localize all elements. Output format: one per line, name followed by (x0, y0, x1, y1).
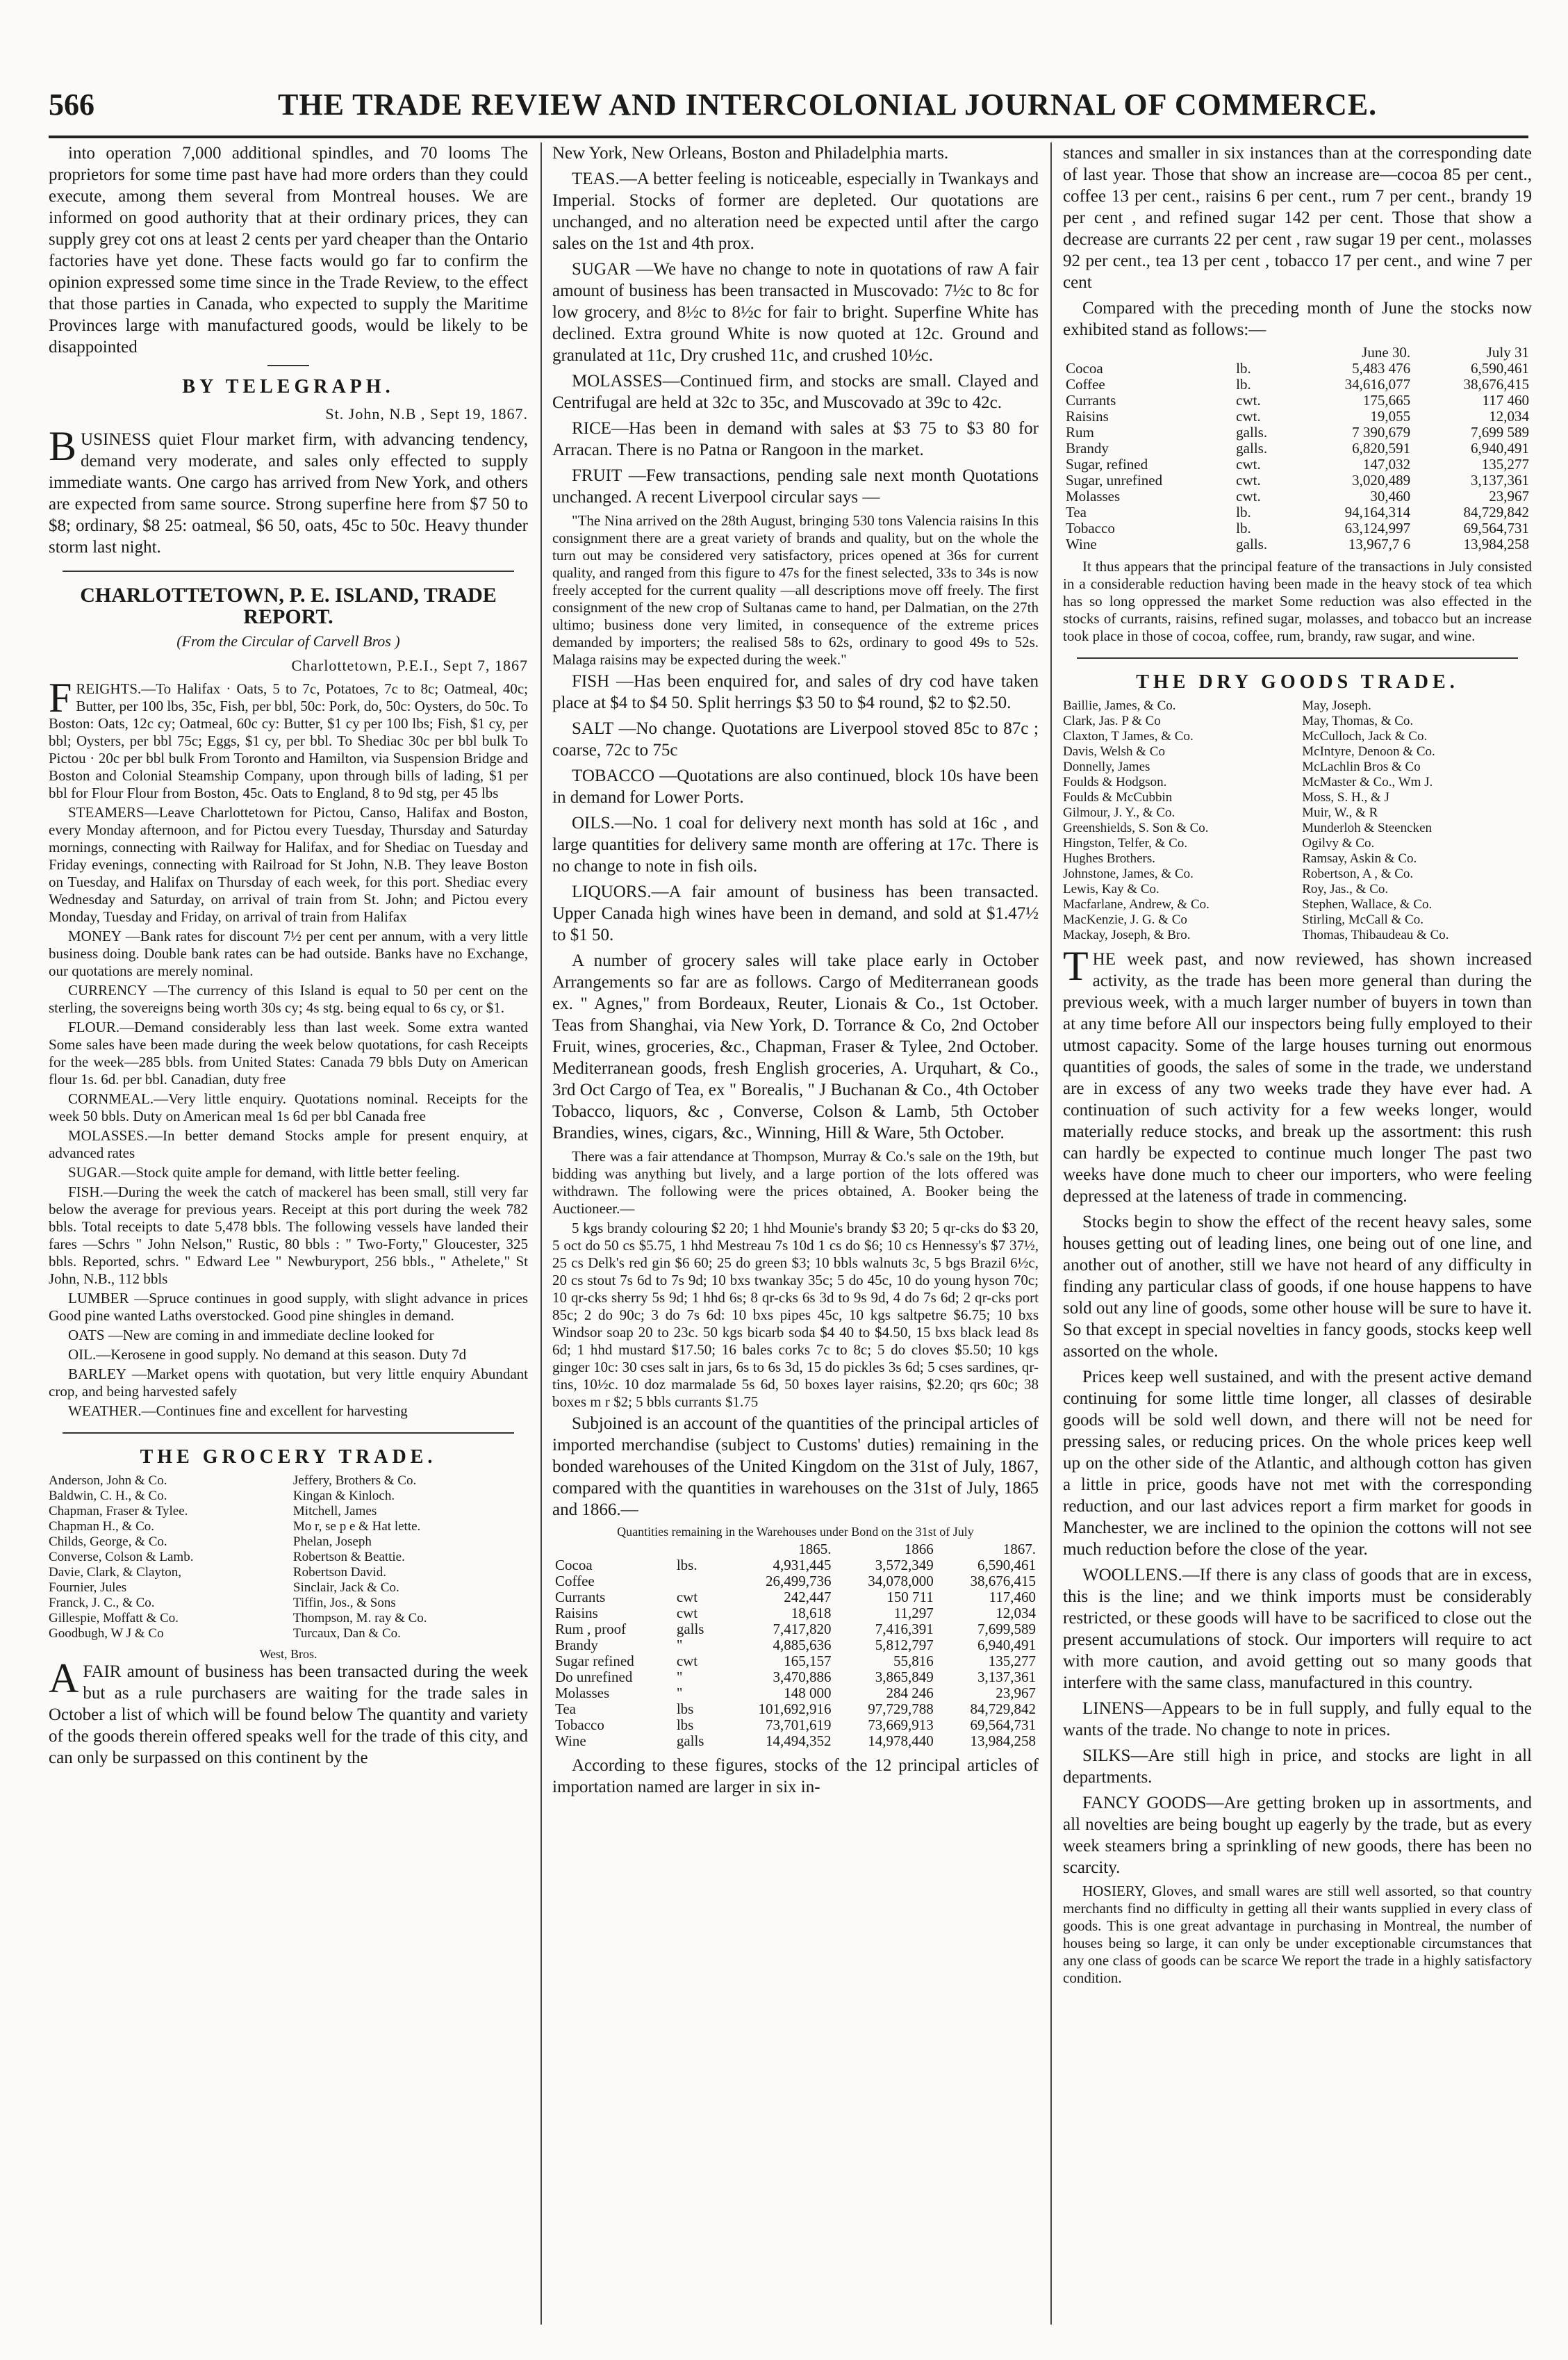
quantity-1865: 26,499,736 (766, 1573, 832, 1589)
unit: cwt. (1236, 408, 1261, 425)
column-2 (552, 142, 1039, 2325)
article-name: Raisins (1066, 408, 1109, 425)
article-name: Molasses (1066, 488, 1121, 505)
article-name: Sugar refined (555, 1653, 634, 1669)
separator (63, 1432, 514, 1434)
firm-name: Phelan, Joseph (292, 1534, 372, 1549)
quantity-1865: 4,885,636 (773, 1637, 832, 1653)
unit: galls. (1236, 440, 1268, 457)
firm-name: McIntyre, Denoon & Co. (1302, 744, 1435, 759)
article-name: Raisins (555, 1605, 598, 1621)
market-paragraph: TOBACCO —Quotations are also continued, block 10s have been in demand for Lower Ports. (552, 767, 1039, 807)
table-row (552, 1685, 1039, 1701)
firm-name: Munderloh & Steencken (1302, 821, 1433, 835)
quantity-1865: 101,692,916 (758, 1701, 832, 1717)
quantity-june: 19,055 (1370, 408, 1411, 425)
quantity-july: 7,699 589 (1471, 424, 1529, 441)
unit: cwt (676, 1653, 698, 1669)
pei-paragraph: MOLASSES.—In better demand Stocks ample for present enquiry, at advanced rates (49, 1127, 528, 1161)
table-row (1063, 441, 1532, 457)
grocery-body: AFAIR amount of business has been transacted during the week but as a rule purchasers are waiting for the trade sales in October a list of which will be found below The quantity and variety of the goods therein offered speaks well for the trade of this city, and can only be surpassed on this continent by the (49, 1655, 528, 1767)
year-header: 1865. (798, 1541, 832, 1557)
quantity-june: 5,483 476 (1352, 360, 1411, 377)
table-row (552, 1717, 1039, 1733)
quantity-1865: 3,470,886 (773, 1669, 832, 1685)
auction-paragraph: There was a fair attendance at Thompson, Murray & Co.'s sale on the 19th, but bidding was anything but lively, and a large portion of the lots offered was withdrawn. The following were the prices obtained, A. Booker being the Auctioneer.— (552, 1148, 1039, 1217)
continued-text: stances and smaller in six instances than at the corresponding date of last year. Those that show an increase are—cocoa 85 per cent., coffee 13 per cent., raisins 6 per cent., rum 7 per cent., brandy 19 per cent , and refined sugar 142 per cent. Those that show a decrease are currants 22 per cent , raw sugar 19 per cent., molasses 92 per cent., tea 13 per cent , tobacco 17 per cent., and wine 7 per cent (1063, 144, 1532, 292)
unit: lbs (676, 1701, 694, 1717)
quantity-1866: 284 246 (886, 1685, 934, 1701)
table-row (1063, 457, 1532, 473)
quantity-july: 135,277 (1481, 456, 1529, 473)
table-row (1063, 409, 1532, 425)
table-row (552, 1621, 1039, 1637)
table-row (1063, 425, 1532, 441)
firm-name: Hingston, Telfer, & Co. (1063, 836, 1188, 851)
firm-name: Anderson, John & Co. (49, 1473, 167, 1488)
table-body (1063, 361, 1532, 552)
firm-name: Claxton, T James, & Co. (1063, 729, 1194, 744)
dry-goods-paragraph: HOSIERY, Gloves, and small wares are still well assorted, so that country merchants find no difficulty in getting all their wants supplied in every class of goods. This is one great advantage in purchasing in Montreal, the number of houses being so large, it can only be under exceptionable circumstances that any one class of goods can be scarce We report the trade in a highly satisfactory condition. (1063, 1883, 1532, 1986)
quantity-june: 175,665 (1362, 392, 1411, 409)
table-row (552, 1669, 1039, 1685)
after-table-paragraph: According to these figures, stocks of the 12 principal articles of importation named are larger in six in- (552, 1756, 1039, 1796)
article-name: Coffee (1066, 376, 1105, 393)
firm-name: May, Joseph. (1302, 698, 1371, 713)
quantity-july: 38,676,415 (1463, 376, 1529, 393)
article-name: Molasses (555, 1685, 610, 1701)
quantity-june: 3,020,489 (1352, 472, 1411, 489)
firm-name: Mitchell, James (292, 1504, 377, 1518)
unit: cwt. (1236, 472, 1261, 489)
article-name: Cocoa (555, 1557, 593, 1573)
market-paragraph: MOLASSES—Continued firm, and stocks are small. Clayed and Centrifugal are held at 32c to 35c, and Muscovado at 39c to 42c. (552, 372, 1039, 412)
firm-name: Robertson David. (292, 1565, 386, 1580)
unit: cwt. (1236, 488, 1261, 505)
article-name: Rum , proof (555, 1621, 627, 1637)
firm-name: McLachlin Bros & Co (1302, 760, 1421, 774)
telegraph-heading: BY TELEGRAPH. (182, 376, 395, 398)
unit (674, 1573, 721, 1589)
table-row (552, 1557, 1039, 1573)
quantity-july: 69,564,731 (1463, 520, 1529, 536)
page-header (49, 87, 1521, 136)
quantity-1866: 11,297 (893, 1605, 934, 1621)
quantity-1867: 69,564,731 (970, 1716, 1036, 1733)
quantity-july: 117 460 (1482, 392, 1529, 409)
year-header: 1867. (1002, 1541, 1036, 1557)
quantity-june: 94,164,314 (1344, 504, 1411, 521)
firm-name: Kingan & Kinloch. (292, 1489, 395, 1503)
market-paragraph: FISH —Has been enquired for, and sales of dry cod have taken place at $4 to $4 50. Split herrings $3 50 to $4 round, $2 to $2.50. (552, 672, 1039, 712)
grocery-heading: THE GROCERY TRADE. (140, 1446, 437, 1468)
dry-goods-paragraph: WOOLLENS.—If there is any class of goods that are in excess, this is the line; and we think imports must be considerably restricted, or these goods will have to be sacrificed to close out the present accumulations of stock. Our importers will require to act with more caution, and avoid getting out so many goods that interfere with the same class, manufactured in this country. (1063, 1566, 1532, 1692)
column-3 (1063, 142, 1532, 2325)
quantity-july: 12,034 (1489, 408, 1529, 425)
pei-paragraph: CORNMEAL.—Very little enquiry. Quotations nominal. Receipts for the week 50 bbls. Duty on American meal 1s 6d per bbl Canada free (49, 1090, 528, 1124)
dry-goods-paragraph: FANCY GOODS—Are getting broken up in assortments, and all novelties are being bought up eagerly by the trade, but as every week steamers bring a sprinkling of new goods, there has been no scarcity. (1063, 1794, 1532, 1877)
table-row (552, 1573, 1039, 1589)
quantity-july: 6,940,491 (1471, 440, 1529, 457)
firm-name: Sinclair, Jack & Co. (292, 1580, 399, 1595)
dry-goods-paragraph: LINENS—Appears to be in full supply, and fully equal to the wants of the trade. No change to note in prices. (1063, 1699, 1532, 1739)
quantity-1865: 148 000 (784, 1685, 832, 1701)
quantity-1867: 3,137,361 (977, 1669, 1036, 1685)
unit: " (676, 1637, 683, 1653)
pei-paragraph: OATS —New are coming in and immediate decline looked for (68, 1327, 434, 1343)
article-name: Rum (1066, 424, 1094, 441)
market-paragraph: A number of grocery sales will take place early in October Arrangements so far are as follows. Cargo of Mediterranean goods ex. " Agnes," from Bordeaux, Reuter, Lionais & Co., 1st October. Teas from Shanghai, via New York, D. Torrance & Co, 2nd October Fruit, wines, groceries, &c., Chapman, Fraser & Tylee, 2nd October. Mediterranean goods, fresh English groceries, A. Urquhart, & Co., 3rd Oct Cargo of Tea, ex " Borealis, " J Buchanan & Co., 4th October Tobacco, liquors, &c , Converse, Colson & Lamb, 5th October Brandies, wines, cigars, &c., Winning, Hill & Ware, 5th October. (552, 951, 1039, 1142)
auction-prices: 5 kgs brandy colouring $2 20; 1 hhd Mounie's brandy $3 20; 5 qr-cks do $3 20, 5 oct do 50 cs $5.75, 1 hhd Mestreau 7s 10d 1 cs do $6; 10 cs Hennessy's $7 37½, 25 cs Delk's red gin $6 60; 25 do green $3; 10 bbls walnuts 3c, 5 bgs Brazil 6½c, 20 cs stout 7s 6d to 7s 9d; 10 bxs twankay 35c; 5 do 45c, 10 do young hyson 70c; 10 qr-cks sherry 5s 9d; 1 hhd 6s; 8 qr-cks 6s 3d to 9s 9d, 4 do 7s 6d; 2 qr-cks port 85c; 2 do 90c; 3 do 7s 6d: 10 bxs pipes 45c, 10 kgs saltpetre $6.75; 10 bxs Windsor soap 20 to 23c. 50 kgs bicarb soda $4 40 to $4.50, 15 bxs black lead 8s 6d; 1 hhd mustard $17.50; 16 bales corks 7c to 8c; 5 do cloves $5.50; 10 kgs ginger 10c: 30 cses salt in jars, 6s to 6s 3d, 15 do pickles 3s 6d; 5 cses sardines, qr-tins, 10½c. 10 doz marmalade 5s 6d, 50 boxes layer raisins, $2.20; qrs 60c; 38 boxes m r $2; 5 bbls currants $1.75 (552, 1220, 1039, 1410)
quantity-july: 13,984,258 (1463, 536, 1529, 552)
firm-name: Jeffery, Brothers & Co. (292, 1473, 417, 1488)
unit: " (676, 1685, 683, 1701)
dry-goods-heading: THE DRY GOODS TRADE. (1136, 671, 1459, 693)
firm-name: Turcaux, Dan & Co. (292, 1626, 401, 1641)
firm-name: Greenshields, S. Son & Co. (1063, 821, 1209, 835)
quantity-1865: 18,618 (791, 1605, 832, 1621)
firm-name: Johnstone, James, & Co. (1063, 867, 1194, 881)
table-row (552, 1637, 1039, 1653)
quantity-1867: 12,034 (996, 1605, 1036, 1621)
table-caption: Quantities remaining in the Warehouses under Bond on the 31st of July (617, 1525, 974, 1539)
article-name: Brandy (555, 1637, 598, 1653)
pei-dateline: Charlottetown, P.E.I., Sept 7, 1867 (291, 657, 528, 674)
quantity-1867: 13,984,258 (970, 1732, 1036, 1749)
firm-name: Tiffin, Jos., & Sons (292, 1596, 396, 1610)
month-header: July 31 (1486, 344, 1529, 361)
market-paragraph: SUGAR —We have no change to note in quotations of raw A fair amount of business has been transacted in Muscovado: 7½c to 8c for low grocery, and 8½c to 8½c for fair to bright. Superfine White has declined. Extra ground White is now quoted at 12c. Ground and granulated at 11c, Dry crushed 11c, and crushed 10½c. (552, 260, 1039, 365)
quantity-1866: 97,729,788 (868, 1701, 934, 1717)
quantity-1866: 34,078,000 (868, 1573, 934, 1589)
article-name: Wine (555, 1732, 586, 1749)
quantity-1865: 4,931,445 (773, 1557, 832, 1573)
firm-name: Macfarlane, Andrew, & Co. (1063, 897, 1210, 912)
unit: galls (676, 1621, 704, 1637)
quantity-1867: 135,277 (988, 1653, 1036, 1669)
pei-paragraph: FISH.—During the week the catch of mackerel has been small, still very far below the average for previous years. Receipt at this port during the week 782 bbls. Total receipts to date 5,478 bbls. The following vessels have landed their fares —Schrs " John Nelson," Rustic, 80 bbls : " Two-Forty," Gloucester, 325 bbls. Reported, schrs. " Edward Lee " Newburyport, 256 bbls., " Athelete," St John, N.B., 112 bbls (49, 1183, 528, 1287)
quantity-1865: 73,701,619 (766, 1716, 832, 1733)
firm-name: Chapman H., & Co. (49, 1519, 154, 1534)
table-row (552, 1733, 1039, 1749)
firm-name: Chapman, Fraser & Tylee. (49, 1504, 188, 1518)
unit: lb. (1236, 520, 1251, 536)
table-row (1063, 536, 1532, 552)
quantity-1867: 6,590,461 (977, 1557, 1036, 1573)
header-rule (49, 136, 1528, 138)
firm-name: Stirling, McCall & Co. (1302, 912, 1423, 927)
separator (63, 571, 514, 572)
firm-name: McCulloch, Jack & Co. (1302, 729, 1428, 744)
column-divider-2 (1050, 142, 1052, 2325)
firm-name: Donnelly, James (1063, 760, 1150, 774)
table-row (552, 1701, 1039, 1717)
market-paragraph: FRUIT —Few transactions, pending sale next month Quotations unchanged. A recent Liverpool circular says — (552, 466, 1039, 507)
quantity-1867: 84,729,842 (970, 1701, 1036, 1717)
subjoined-paragraph: Subjoined is an account of the quantities of the principal articles of imported merchandise (subject to Customs' duties) remaining in the bonded warehouses of the United Kingdom on the 31st of July, 1867, compared with the quantities in warehouses on the 31st of July, 1865 and 1866.— (552, 1414, 1039, 1519)
table-header-row (552, 1541, 1039, 1557)
market-paragraph: LIQUORS.—A fair amount of business has been transacted. Upper Canada high wines have been in demand, and sold at $1.47½ to $1 50. (552, 883, 1039, 944)
table-body (552, 1557, 1039, 1749)
quantity-1866: 150 711 (886, 1589, 934, 1605)
article-name: Currants (1066, 392, 1116, 409)
separator (1077, 657, 1518, 659)
quantity-1866: 5,812,797 (875, 1637, 934, 1653)
market-paragraph: TEAS.—A better feeling is noticeable, especially in Twankays and Imperial. Stocks of former are depleted. Our quotations are unchanged, and no alteration need be expected until after the cargo sales on the 1st and 4th prox. (552, 170, 1039, 253)
firm-name: Baillie, James, & Co. (1063, 698, 1176, 713)
column-1 (49, 142, 528, 2325)
dry-goods-firm-list (1063, 698, 1532, 943)
quantity-1866: 14,978,440 (868, 1732, 934, 1749)
firm-name: Fournier, Jules (49, 1580, 127, 1595)
firm-name: Moss, S. H., & J (1302, 790, 1389, 805)
pei-paragraph: STEAMERS—Leave Charlottetown for Pictou, Canso, Halifax and Boston, every Monday afternoon, and for Pictou every Tuesday, Thursday and Saturday mornings, connecting with Railway for Halifax, and for Shediac on Tuesday and Friday evenings, connecting with Railroad for St John, N.B. They leave Boston on Tuesday, and Halifax on Thursday of each week, for this port. Shediac every Wednesday and Saturday, on arrival of train from St. John; and Pictou every Monday, Tuesday and Friday, on arrival of train from Halifax (49, 804, 528, 925)
quantity-1867: 23,967 (996, 1685, 1036, 1701)
article-name: Currants (555, 1589, 606, 1605)
firm-name: Thomas, Thibaudeau & Co. (1302, 928, 1449, 942)
unit: " (676, 1669, 683, 1685)
firm-name: Davie, Clark, & Clayton, (49, 1565, 182, 1580)
quantity-1867: 117,460 (989, 1589, 1036, 1605)
table-row (1063, 361, 1532, 377)
firm-name: Roy, Jas., & Co. (1302, 882, 1389, 896)
quantity-1866: 55,816 (893, 1653, 934, 1669)
bonded-warehouse-table (552, 1541, 1039, 1749)
firm-name: MacKenzie, J. G. & Co (1063, 912, 1187, 927)
firm-name: Davis, Welsh & Co (1063, 744, 1165, 759)
quantity-1867: 38,676,415 (970, 1573, 1036, 1589)
quantity-1866: 73,669,913 (868, 1716, 934, 1733)
quantity-june: 6,820,591 (1352, 440, 1411, 457)
quantity-june: 147,032 (1362, 456, 1411, 473)
quantity-july: 3,137,361 (1471, 472, 1529, 489)
firm-name: Gillespie, Moffatt & Co. (49, 1611, 179, 1625)
dry-goods-paragraph: Prices keep well sustained, and with the present active demand continuing for some little time longer, all classes of desirable goods will be sold well down, and there will not be need for pressing sales, or reducing prices. On the whole prices keep well up on the other side of the Atlantic, and although cotton has given a little in price, goods have not met with the corresponding reduction, and our last advices report a firm market for goods in Manchester, we are inclined to the opinion the cottons will not see much reduction before the close of the year. (1063, 1368, 1532, 1559)
table-row (1063, 377, 1532, 393)
firm-name: Lewis, Kay & Co. (1063, 882, 1160, 896)
quantity-june: 13,967,7 6 (1348, 536, 1411, 552)
pei-paragraph: FREIGHTS.—To Halifax · Oats, 5 to 7c, Potatoes, 7c to 8c; Oatmeal, 40c; Butter, per 100 lbs, 35c, Fish, per bbl, 50c: Pork, do, 50c: Oysters, do 50c. To Boston: Oats, 12c cy; Oatmeal, 60c cy: Butter, $1 cy per 100 lbs; Fish, $1 cy, per bbl; Oysters, per bbl 75c; Eggs, $1 cy, per bbl. To Shediac 30c per bbl bulk To Pictou · 20c per bbl bulk From Toronto and Hamilton, via Suspension Bridge and Boston and Colonial Steamship Company, upon through bills of lading, $1 per bbl for Flour Flour from Boston, 45c. Oats to England, 8 to 9d stg, per 45 lbs (49, 675, 528, 801)
firm-name: Mo r, se p e & Hat lette. (292, 1519, 421, 1534)
firm-name: Foulds & Hodgson. (1063, 775, 1167, 789)
unit: cwt (676, 1589, 698, 1605)
table-row (552, 1589, 1039, 1605)
pei-paragraph: BARLEY —Market opens with quotation, but very little enquiry Abundant crop, and being harvested safely (49, 1366, 528, 1400)
firm-name: Goodbugh, W J & Co (49, 1626, 164, 1641)
table-row (552, 1605, 1039, 1621)
quantity-1867: 6,940,491 (977, 1637, 1036, 1653)
quantity-1865: 14,494,352 (766, 1732, 832, 1749)
firm-name: Hughes Brothers. (1063, 851, 1155, 866)
article-name: Cocoa (1066, 360, 1103, 377)
pei-paragraph: FLOUR.—Demand considerably less than last week. Some extra wanted Some sales have been made during the week below quotations, for cash Receipts for the week—285 bbls. from United States: Canada 79 bbls Duty on American flour 1s. 6d. per bbl. Canadian, duty free (49, 1019, 528, 1088)
firm-name: Ogilvy & Co. (1302, 836, 1375, 851)
pei-paragraph: WEATHER.—Continues fine and excellent for harvesting (68, 1402, 408, 1419)
table-row (1063, 489, 1532, 505)
page-number: 566 (49, 88, 94, 122)
quantity-june: 7 390,679 (1352, 424, 1411, 441)
firm-name: Mackay, Joseph, & Bro. (1063, 928, 1191, 942)
article-name: Tea (1066, 504, 1087, 521)
market-paragraph: OILS.—No. 1 coal for delivery next month has sold at 16c , and large quantities for delivery same month are offering at 17c. There is no change to note in fish oils. (552, 814, 1039, 876)
unit: lb. (1236, 360, 1251, 377)
journal-title: THE TRADE REVIEW AND INTERCOLONIAL JOURNAL OF COMMERCE. (278, 88, 1378, 122)
unit: lbs. (676, 1557, 698, 1573)
separator (267, 365, 309, 366)
article-name: Tobacco (1066, 520, 1115, 536)
firm-name: McMaster & Co., Wm J. (1302, 775, 1433, 789)
table-row (1063, 521, 1532, 536)
table-row (1063, 473, 1532, 489)
article-name: Tobacco (555, 1716, 604, 1733)
firm-name: West, Bros. (259, 1647, 317, 1661)
unit: lbs (676, 1716, 694, 1733)
table-row (1063, 505, 1532, 521)
grocery-firm-list (49, 1473, 528, 1641)
quantity-1865: 242,447 (784, 1589, 832, 1605)
pei-paragraph: MONEY —Bank rates for discount 7½ per cent per annum, with a very little business doing. Double bank rates can be had outside. Banks have no Exchange, our quotations are merely nominal. (49, 928, 528, 979)
unit: cwt (676, 1605, 698, 1621)
firm-name: Thompson, M. ray & Co. (292, 1611, 427, 1625)
telegraph-dateline: St. John, N.B , Sept 19, 1867. (325, 405, 528, 423)
quantity-june: 34,616,077 (1344, 376, 1411, 393)
quantity-1866: 3,865,849 (875, 1669, 934, 1685)
table-row (1063, 393, 1532, 409)
firm-name: Stephen, Wallace, & Co. (1302, 897, 1433, 912)
unit: cwt. (1236, 456, 1261, 473)
dry-goods-paragraph: THE week past, and now reviewed, has shown increased activity, as the trade has been more general than during the previous week, with a much larger number of buyers in town than at any time before All our inspectors being fully employed to their utmost capacity. Some of the large houses turning out enormous quantities of goods, the sales of some in the trade, we understand are in excess of any two weeks trade they have ever had. A continuation of such activity for a few weeks longer, would materially reduce stocks, and break up the assortment: this rush can hardly be expected to continue much longer The past two weeks have done much to cheer our importers, who were feeling depressed at the lateness of trade in commencing. (1063, 943, 1532, 1206)
firm-name: Baldwin, C. H., & Co. (49, 1489, 167, 1503)
table-header-row (1063, 345, 1532, 361)
pei-source: (From the Circular of Carvell Bros ) (176, 632, 400, 650)
unit: galls. (1236, 424, 1268, 441)
unit: lb. (1236, 504, 1251, 521)
unit: galls (676, 1732, 704, 1749)
continued-text: New York, New Orleans, Boston and Philadelphia marts. (552, 144, 949, 163)
article-name: Tea (555, 1701, 577, 1717)
article-name: Brandy (1066, 440, 1109, 457)
quantity-1866: 7,416,391 (875, 1621, 934, 1637)
table-row (552, 1653, 1039, 1669)
article-name: Sugar, refined (1066, 456, 1148, 473)
firm-name: Foulds & McCubbin (1063, 790, 1173, 805)
quantity-july: 84,729,842 (1463, 504, 1529, 521)
pei-heading: CHARLOTTETOWN, P. E. ISLAND, TRADE REPORT. (80, 584, 497, 628)
telegraph-body: BUSINESS quiet Flour market firm, with advancing tendency, demand very moderate, and sales only effected to supply immediate wants. One cargo has arrived from New York, and others are expected from same source. Strong superfine here from $7 50 to $8; ordinary, $8 25: oatmeal, $6 50, oats, 45c to 50c. Heavy thunder storm last night. (49, 423, 528, 557)
dry-goods-paragraph: Stocks begin to show the effect of the recent heavy sales, some houses getting out of leading lines, one being out of one line, and another out of another, still we have not heard of any difficulty in finding any particular class of goods, if one house happens to have sold out any line of goods, some other house will be sure to have it. So that except in special novelties in fancy goods, stocks keep well assorted on the whole. (1063, 1213, 1532, 1361)
firm-name: Robertson & Beattie. (292, 1550, 405, 1564)
quantity-1866: 3,572,349 (875, 1557, 934, 1573)
dry-goods-paragraph: SILKS—Are still high in price, and stocks are light in all departments. (1063, 1746, 1532, 1787)
unit: lb. (1236, 376, 1251, 393)
monthly-stock-table (1063, 345, 1532, 552)
firm-name: Robertson, A , & Co. (1302, 867, 1414, 881)
pei-paragraph: LUMBER —Spruce continues in good supply, with slight advance in prices Good pine wanted Laths overstocked. Good pine shingles in demand. (49, 1290, 528, 1324)
quantity-1865: 7,417,820 (773, 1621, 832, 1637)
pei-paragraph: SUGAR.—Stock quite ample for demand, with little better feeling. (68, 1164, 460, 1181)
column-divider-1 (540, 142, 542, 2325)
compared-paragraph: Compared with the preceding month of June the stocks now exhibited stand as follows:— (1063, 299, 1532, 339)
intro-paragraph: into operation 7,000 additional spindles, and 70 looms The proprietors for some time past have had more orders than they could execute, among them several from Montreal houses. We are informed on good authority that at their ordinary prices, they can supply grey cot ons at least 2 cents per yard cheaper than the Ontario factories have yet done. These facts would go far to confirm the opinion expressed some time since in the Trade Review, to the effect that those parties in Canada, who expected to supply the Maritime Provinces large with manufactured goods, would be likely to be disappointed (49, 144, 528, 357)
firm-name: Franck, J. C., & Co. (49, 1596, 155, 1610)
firm-name: Gilmour, J. Y., & Co. (1063, 805, 1175, 820)
month-header: June 30. (1362, 344, 1411, 361)
quantity-july: 6,590,461 (1471, 360, 1529, 377)
quantity-1865: 165,157 (784, 1653, 832, 1669)
article-name: Coffee (555, 1573, 595, 1589)
unit: cwt. (1236, 392, 1261, 409)
quantity-june: 30,460 (1370, 488, 1411, 505)
firm-name: Muir, W., & R (1302, 805, 1378, 820)
article-name: Sugar, unrefined (1066, 472, 1163, 489)
market-paragraph: RICE—Has been in demand with sales at $3 75 to $3 80 for Arracan. There is no Patna or Rangoon in the market. (552, 419, 1039, 459)
firm-name: Ramsay, Askin & Co. (1302, 851, 1417, 866)
article-name: Wine (1066, 536, 1097, 552)
pei-report (49, 675, 528, 1420)
quantity-june: 63,124,997 (1344, 520, 1411, 536)
firm-name: Childs, George, & Co. (49, 1534, 167, 1549)
pei-paragraph: OIL.—Kerosene in good supply. No demand at this season. Duty 7d (68, 1346, 467, 1363)
quantity-1867: 7,699,589 (977, 1621, 1036, 1637)
appears-paragraph: It thus appears that the principal feature of the transactions in July consisted in a considerable reduction having been made in the heavy stock of tea which has so long oppressed the market Some reduction was also effected in the stocks of currants, raisins, refined sugar, molasses, and tobacco but an increase took place in those of cocoa, coffee, rum, brandy, raw sugar, and wine. (1063, 558, 1532, 644)
firm-name: Clark, Jas. P & Co (1063, 714, 1161, 728)
firm-name: May, Thomas, & Co. (1302, 714, 1414, 728)
unit: galls. (1236, 536, 1268, 552)
year-header: 1866 (904, 1541, 934, 1557)
quantity-july: 23,967 (1489, 488, 1529, 505)
article-name: Do unrefined (555, 1669, 633, 1685)
firm-name: Converse, Colson & Lamb. (49, 1550, 194, 1564)
pei-paragraph: CURRENCY —The currency of this Island is equal to 50 per cent on the sterling, the sovereigns being worth 30s cy; 4s stg. being equal to 6s cy, or $1. (49, 982, 528, 1016)
liverpool-quote: "The Nina arrived on the 28th August, bringing 530 tons Valencia raisins In this consignment there are a great variety of brands and quality, but on the whole the turn out may be considered very satisfactory, prices opened at 36s for current quality, and ranged from this figure to 47s for the finest selected, 33s to 34s is now freely accepted for the current quality —all descriptions move off freely. The first consignment of the new crop of Sultanas came to hand, per Dalmatian, on the 27th ultimo; business done very limited, in consequence of the extreme prices demanded by importers; the realised 58s to 62s, ordinary to good 49s to 52s. Malaga raisins may be expected during the week." (552, 512, 1039, 668)
market-paragraph: SALT —No change. Quotations are Liverpool stoved 85c to 87c ; coarse, 72c to 75c (552, 719, 1039, 760)
